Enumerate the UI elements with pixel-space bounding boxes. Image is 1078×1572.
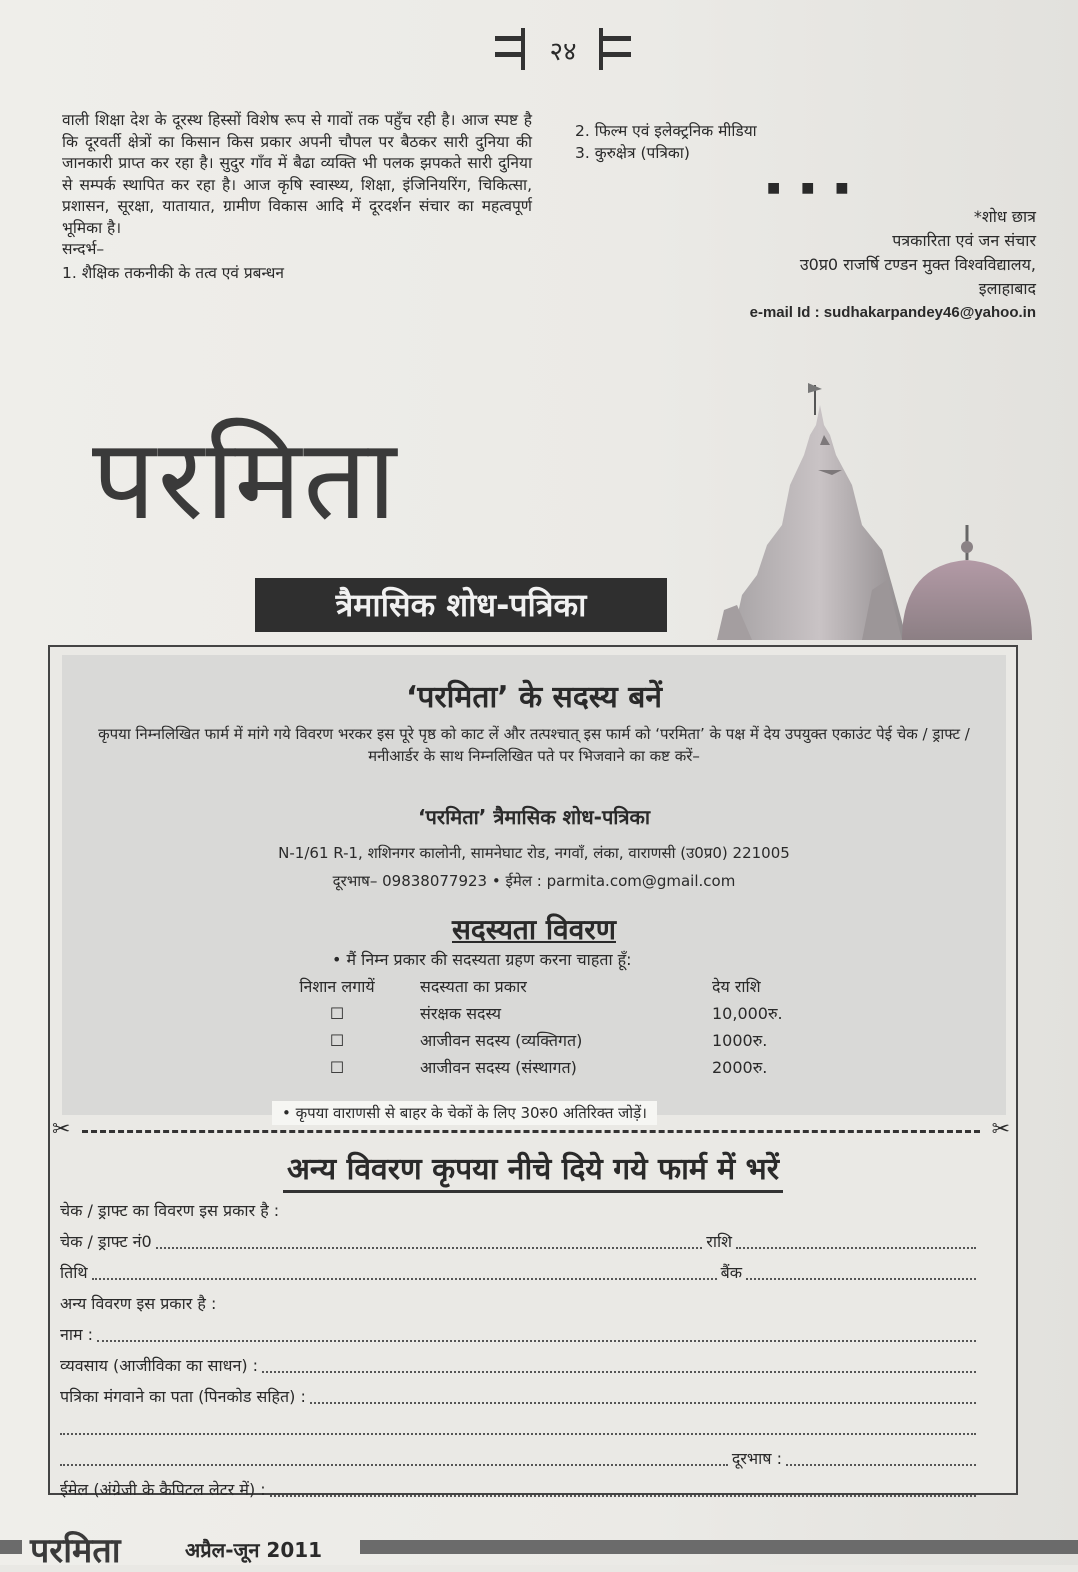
reference-1: 1. शैक्षिक तकनीकी के तत्व एवं प्रबन्धन [62,263,284,282]
masthead-title: परमिता [92,415,399,545]
footer-date: अप्रैल-जून 2011 [185,1538,323,1562]
name-field[interactable] [97,1319,976,1342]
cheque-no-label: चेक / ड्राफ्ट नं0 [60,1232,152,1251]
cut-line [46,1119,1016,1141]
email-field[interactable] [270,1474,976,1497]
reference-2: 2. फिल्म एवं इलेक्ट्रनिक मीडिया [575,122,757,140]
reference-3: 3. कुरुक्षेत्र (पत्रिका) [575,144,690,162]
amount-label: राशि [706,1232,732,1251]
author-line-3: उ0प्र0 राजर्षि टण्डन मुक्त विश्वविद्यालय, [799,255,1036,274]
occupation-label: व्यवसाय (आजीविका का साधन) : [60,1356,259,1375]
date-label: तिथि [60,1263,88,1282]
membership-type: आजीवन सदस्य (संस्थागत) [420,1058,577,1077]
phone-label: दूरभाष : [731,1449,782,1468]
details-fields [60,1195,980,1505]
footer-brand: परमिता [30,1531,121,1571]
address-line-2: दूरभाष– 09838077923 • ईमेल : parmita.com@gmail.com [332,872,736,890]
body-paragraph: वाली शिक्षा देश के दूरस्थ हिस्सों विशेष रूप से गावों तक पहुँच रही है। आज स्पष्ट है कि दूरवर्ती क्षेत्रों का किसान किस प्रकार अपनी चौपल पर बैठकर सारी दुनिया की जानकारी प्राप्त कर रहा है। सुदुर गाँव में बैढा व्यक्ति भी पलक झपकते सारी दुनिया से सम्पर्क स्थापित कर रहा है। आज कृषि स्वास्थ्य, शिक्षा, इंजिनियरिंग, चिकित्सा, प्रशासन, सूरक्षा, यातायात, ग्रामीण विकास आदि में दूरदर्शन संचार का महत्वपूर्ण भूमिका है। [62,111,532,237]
other-details-title [50,1147,1016,1193]
author-line-4: इलाहाबाद [978,279,1036,298]
temple-illustration [712,375,1037,640]
membership-amount: 2000रु. [712,1058,768,1077]
membership-statement: • मैं निम्न प्रकार की सदस्यता ग्रहण करना चाहता हूँ: [332,950,632,969]
membership-amount: 10,000रु. [712,1004,783,1023]
author-email: e-mail Id : sudhakarpandey46@yahoo.in [749,304,1036,321]
bank-label: बैंक [720,1263,742,1282]
occupation-field[interactable] [262,1350,976,1373]
membership-title: सदस्यता विवरण [452,913,616,946]
other-details-title-text: अन्य विवरण कृपया नीचे दिये गये फार्म में भरें [283,1147,783,1193]
right-column [575,120,757,164]
header-amount: देय राशि [712,977,761,996]
form-intro: कृपया निम्नलिखित फार्म में मांगे गये विवरण भरकर इस पूरे पृष्ठ को काट लें और तत्पश्चात् इस फार्म को ‘परमिता’ के पक्ष में देय उपयुक्त एकाउंट पेई चेक / ड्राफ्ट / मनीआर्डर के साथ निम्नलिखित पते पर भिजवाने का कष्ट करें– [98,725,970,765]
scissors-icon: ✂ [52,1117,71,1142]
cheque-note: • कृपया वाराणसी से बाहर के चेकों के लिए 30रु0 अतिरिक्त जोड़ें। [272,1101,657,1125]
page-footer [0,1530,1078,1571]
cheque-no-field[interactable] [156,1226,703,1249]
phone-field[interactable] [786,1443,976,1466]
membership-type: संरक्षक सदस्य [420,1004,502,1023]
header-type: सदस्यता का प्रकार [420,977,527,996]
references-label: सन्दर्भ– [62,240,105,258]
author-line-1: *शोध छात्र [973,207,1036,226]
section-separator: ■ ■ ■ [767,180,857,196]
checkbox-patron[interactable]: ☐ [329,1004,345,1023]
other-details-label: अन्य विवरण इस प्रकार है : [60,1294,217,1313]
address-line-1: N-1/61 R-1, शशिनगर कालोनी, सामनेघाट रोड, नगवाँ, लंका, वाराणसी (उ0प्र0) 221005 [278,844,790,862]
membership-type: आजीवन सदस्य (व्यक्तिगत) [420,1031,583,1050]
masthead-subtitle: त्रैमासिक शोध-पत्रिका [255,578,667,632]
membership-amount: 1000रु. [712,1031,768,1050]
left-column [62,110,532,284]
membership-panel [62,655,1006,1122]
address-title: ‘परमिता’ त्रैमासिक शोध-पत्रिका [417,805,651,829]
author-block [750,205,1036,325]
page-number: २४ [549,37,577,67]
scissors-icon: ✂ [991,1117,1010,1142]
address-field-3[interactable] [60,1443,728,1466]
cheque-details-label: चेक / ड्राफ्ट का विवरण इस प्रकार है : [60,1201,280,1220]
bank-field[interactable] [746,1257,976,1280]
checkbox-lifetime-individual[interactable]: ☐ [329,1031,345,1050]
page-number-header [495,22,635,82]
checkbox-lifetime-institutional[interactable]: ☐ [329,1058,345,1077]
author-line-2: पत्रकारिता एवं जन संचार [892,231,1036,250]
address-field-2[interactable] [60,1412,976,1435]
form-title: ‘परमिता’ के सदस्य बनें [405,680,663,715]
membership-form [48,645,1018,1499]
header-mark: निशान लगायें [299,977,375,996]
amount-field[interactable] [736,1226,976,1249]
address-field[interactable] [310,1381,976,1404]
address-label: पत्रिका मंगवाने का पता (पिनकोड सहित) : [60,1387,306,1406]
date-field[interactable] [92,1257,717,1280]
name-label: नाम : [60,1325,94,1344]
email-label: ईमेल (अंग्रेजी के कैपिटल लेटर में) : [60,1480,266,1499]
